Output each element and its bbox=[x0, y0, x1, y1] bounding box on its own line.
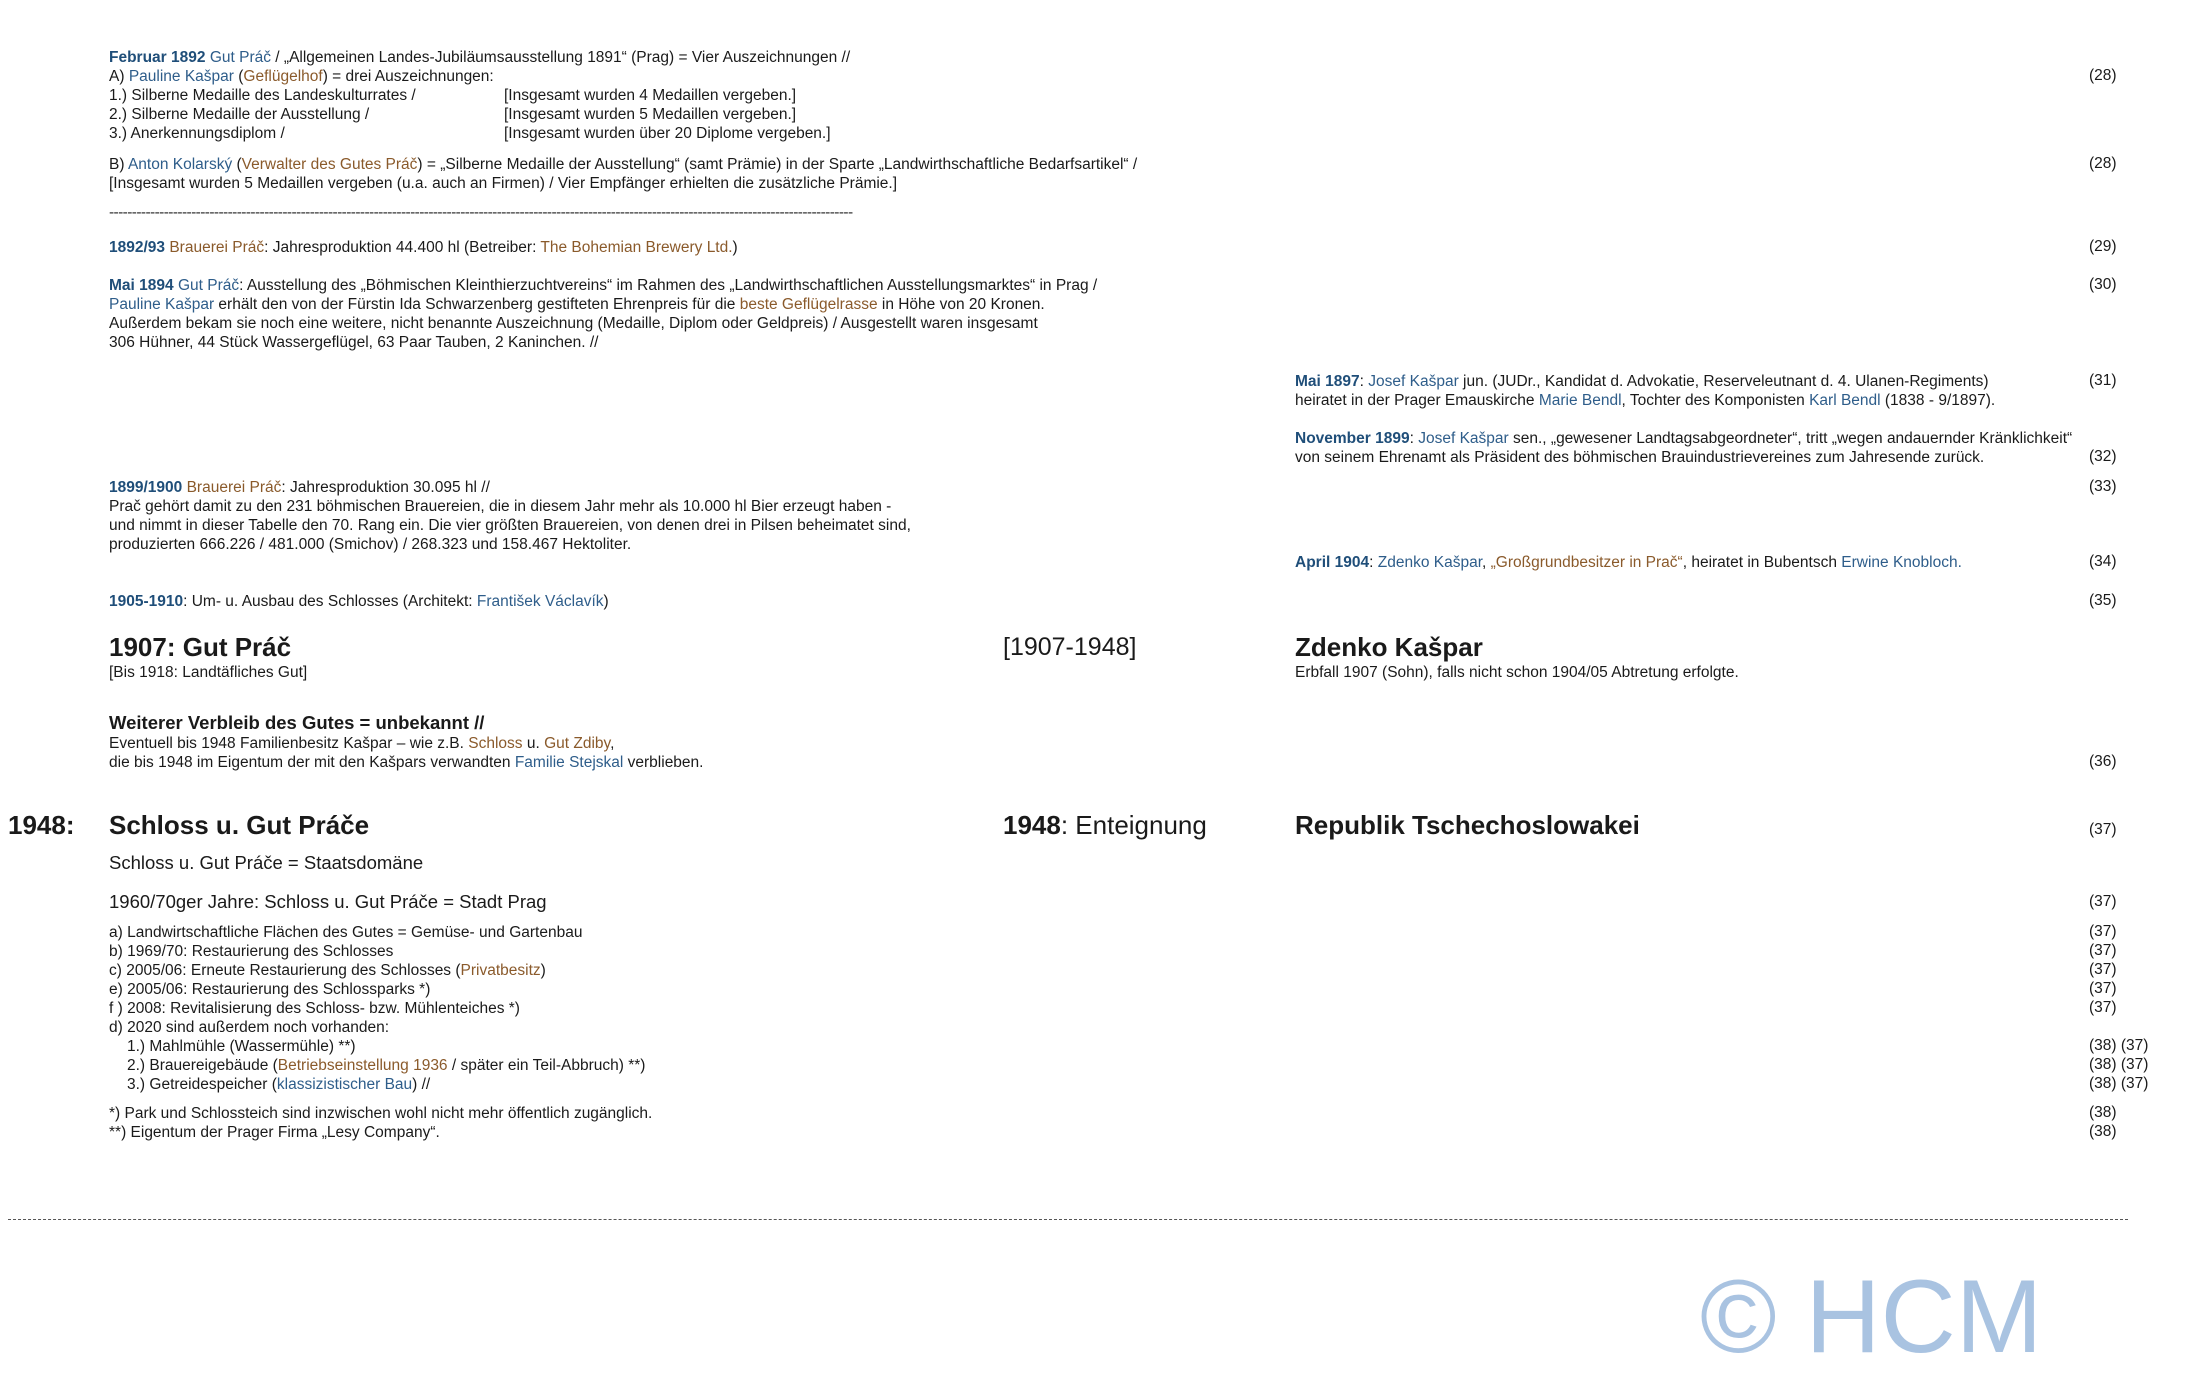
entry-date: November 1899 bbox=[1295, 430, 1410, 447]
reference-number: (38) (37) bbox=[2089, 1056, 2149, 1073]
separator: : bbox=[1369, 554, 1378, 571]
topic-link: beste Geflügelrasse bbox=[739, 296, 878, 313]
section-subtitle: Schloss u. Gut Práče = Staatsdomäne bbox=[109, 852, 424, 873]
reference-number: (38) (37) bbox=[2089, 1037, 2149, 1054]
separator: : bbox=[1409, 430, 1419, 447]
entry-feb1892-b bbox=[109, 155, 1137, 174]
place-link: Brauerei Práč bbox=[165, 239, 265, 256]
list-item: f ) 2008: Revitalisierung des Schloss- bzw. Mühlenteiches *) bbox=[109, 1000, 520, 1017]
title-link: „Großgrundbesitzer in Prač“ bbox=[1490, 554, 1683, 571]
paren-open: ( bbox=[233, 68, 244, 85]
remain-line1 bbox=[109, 734, 614, 753]
list-prefix: A) bbox=[109, 68, 129, 85]
entry-mai1894-line2 bbox=[109, 295, 1045, 314]
entry-date: Mai 1894 bbox=[109, 277, 174, 294]
topic-link: klassizistischer Bau bbox=[276, 1076, 413, 1093]
person-link: Erwine Knobloch bbox=[1841, 554, 1958, 571]
section-1948-event bbox=[1003, 810, 1207, 840]
reference-number: (32) bbox=[2089, 448, 2117, 465]
award-note: [Insgesamt wurden über 20 Diplome vergeben.] bbox=[504, 125, 831, 142]
reference-number: (28) bbox=[2089, 155, 2117, 172]
place-link: Schloss bbox=[468, 735, 523, 752]
entry-text: , heiratet in Bubentsch bbox=[1682, 554, 1842, 571]
entry-text: 306 Hühner, 44 Stück Wassergeflügel, 63 Paar Tauben, 2 Kaninchen. // bbox=[109, 334, 599, 351]
reference-number: (37) bbox=[2089, 942, 2117, 959]
person-link: Josef Kašpar bbox=[1368, 373, 1459, 390]
paren-close: ) bbox=[603, 593, 609, 610]
reference-number: (37) bbox=[2089, 999, 2117, 1016]
footnote: **) Eigentum der Prager Firma „Lesy Company“. bbox=[109, 1124, 440, 1141]
entry-text: produzierten 666.226 / 481.000 (Smichov) / 268.323 und 158.467 Hektoliter. bbox=[109, 536, 632, 553]
entry-text: : Ausstellung des „Böhmischen Kleinthierzuchtvereins“ im Rahmen des „Landwirthschaftlichen Ausstellungsmarktes“ in Prag / bbox=[239, 277, 1098, 294]
entry-mai1897-line1 bbox=[1295, 372, 1989, 391]
person-link: Karl Bendl bbox=[1809, 392, 1881, 409]
entry-text: : Um- u. Ausbau des Schlosses (Architekt: bbox=[183, 593, 477, 610]
remain-line2 bbox=[109, 753, 703, 772]
list-prefix: B) bbox=[109, 156, 128, 173]
topic-link: Geflügelhof bbox=[243, 68, 323, 85]
section-state: Republik Tschechoslowakei bbox=[1295, 810, 1640, 840]
list-item: d) 2020 sind außerdem noch vorhanden: bbox=[109, 1019, 390, 1036]
entry-text: ) // bbox=[412, 1076, 431, 1093]
topic-link: Betriebseinstellung 1936 bbox=[277, 1057, 448, 1074]
entry-text: jun. (JUDr., Kandidat d. Advokatie, Reserveleutnant d. 4. Ulanen-Regiments) bbox=[1458, 373, 1989, 390]
entry-text: Eventuell bis 1948 Familienbesitz Kašpar – wie z.B. bbox=[109, 735, 469, 752]
award-note: [Insgesamt wurden 5 Medaillen vergeben.] bbox=[504, 106, 797, 123]
reference-number: (37) bbox=[2089, 821, 2117, 838]
person-link: Pauline Kašpar bbox=[128, 68, 234, 85]
person-link: František Václavík bbox=[476, 593, 604, 610]
entry-text: 2.) Brauereigebäude ( bbox=[127, 1057, 278, 1074]
event-year: 1948 bbox=[1003, 810, 1061, 840]
entry-text: c) 2005/06: Erneute Restaurierung des Schlosses ( bbox=[109, 962, 461, 979]
entry-date: 1899/1900 bbox=[109, 479, 183, 496]
entry-date: 1905-1910 bbox=[109, 593, 184, 610]
footnote: *) Park und Schlossteich sind inzwischen wohl nicht mehr öffentlich zugänglich. bbox=[109, 1105, 653, 1122]
reference-number: (38) (37) bbox=[2089, 1075, 2149, 1092]
award-item: 1.) Silberne Medaille des Landeskulturrates / bbox=[109, 87, 416, 104]
reference-number: (30) bbox=[2089, 276, 2117, 293]
entry-text: / „Allgemeinen Landes-Jubiläumsausstellung 1891“ (Prag) = Vier Auszeichnungen // bbox=[270, 49, 851, 66]
entry-text: [Insgesamt wurden 5 Medaillen vergeben (u.a. auch an Firmen) / Vier Empfänger erhielten die zusätzliche Prämie.] bbox=[109, 175, 898, 192]
entry-mai1894-line1 bbox=[109, 276, 1097, 295]
person-link: Marie Bendl bbox=[1538, 392, 1622, 409]
place-link: Gut Práč bbox=[173, 277, 240, 294]
sublist-item bbox=[127, 1075, 430, 1094]
sublist-item bbox=[127, 1056, 645, 1075]
entry-text: Prač gehört damit zu den 231 böhmischen Brauereien, die in diesem Jahr mehr als 10.000 hl Bier erzeugt haben - bbox=[109, 498, 892, 515]
reference-number: (36) bbox=[2089, 753, 2117, 770]
place-link: Gut Zdiby bbox=[544, 735, 611, 752]
section-year: 1907 bbox=[109, 632, 167, 662]
section-subtitle: 1960/70ger Jahre: Schloss u. Gut Práče = Stadt Prag bbox=[109, 891, 547, 912]
list-item: e) 2005/06: Restaurierung des Schlossparks *) bbox=[109, 981, 431, 998]
separator: : bbox=[1359, 373, 1369, 390]
person-link: Anton Kolarský bbox=[127, 156, 233, 173]
paren-open: ( bbox=[232, 156, 242, 173]
section-period: [1907-1948] bbox=[1003, 633, 1137, 661]
section-1948-title: Schloss u. Gut Práče bbox=[109, 810, 370, 840]
list-item: b) 1969/70: Restaurierung des Schlosses bbox=[109, 943, 394, 960]
entry-text: ) = „Silberne Medaille der Ausstellung“ (samt Prämie) in der Sparte „Landwirthschaftliche Bedarfsartikel“ / bbox=[417, 156, 1138, 173]
section-year: 1948 bbox=[8, 810, 66, 840]
entry-date: Mai 1897 bbox=[1295, 373, 1360, 390]
company-link: The Bohemian Brewery Ltd. bbox=[540, 239, 733, 256]
entry-feb1892-line1 bbox=[109, 48, 850, 67]
separator-line: ------------------------------------------------------------------------------------------------------------------------------------------------------------------- bbox=[109, 204, 853, 221]
entry-1905-1910 bbox=[109, 592, 609, 611]
place-link: Brauerei Práč bbox=[182, 479, 282, 496]
section-colon: : bbox=[65, 810, 75, 840]
person-link: Zdenko Kašpar bbox=[1377, 554, 1482, 571]
remain-title: Weiterer Verbleib des Gutes = unbekannt // bbox=[109, 712, 485, 733]
reference-number: (37) bbox=[2089, 893, 2117, 910]
entry-text: in Höhe von 20 Kronen. bbox=[877, 296, 1045, 313]
reference-number: (38) bbox=[2089, 1104, 2117, 1121]
reference-number: (29) bbox=[2089, 238, 2117, 255]
reference-number: (31) bbox=[2089, 372, 2117, 389]
entry-1892-93 bbox=[109, 238, 738, 257]
reference-number: (33) bbox=[2089, 478, 2117, 495]
entry-text: verblieben. bbox=[623, 754, 704, 771]
entry-text: 3.) Getreidespeicher ( bbox=[127, 1076, 277, 1093]
entry-text: (1838 - 9/1897). bbox=[1880, 392, 1996, 409]
reference-number: (34) bbox=[2089, 553, 2117, 570]
reference-number: (37) bbox=[2089, 980, 2117, 997]
entry-text: erhält den von der Fürstin Ida Schwarzenberg gestifteten Ehrenpreis für die bbox=[214, 296, 740, 313]
event-text: : Enteignung bbox=[1060, 810, 1207, 840]
entry-text: / später ein Teil-Abbruch) **) bbox=[447, 1057, 646, 1074]
family-link: Familie Stejskal bbox=[514, 754, 624, 771]
entry-text: u. bbox=[522, 735, 545, 752]
list-item: a) Landwirtschaftliche Flächen des Gutes = Gemüse- und Gartenbau bbox=[109, 924, 583, 941]
owner-subtitle: Erbfall 1907 (Sohn), falls nicht schon 1904/05 Abtretung erfolgte. bbox=[1295, 664, 1739, 681]
entry-text: von seinem Ehrenamt als Präsident des böhmischen Brauindustrievereines zum Jahresende zurück. bbox=[1295, 449, 1985, 466]
entry-text: : Jahresproduktion 44.400 hl (Betreiber: bbox=[264, 239, 541, 256]
reference-number: (35) bbox=[2089, 592, 2117, 609]
entry-date: Februar 1892 bbox=[109, 49, 206, 66]
reference-number: (37) bbox=[2089, 961, 2117, 978]
entry-text: ) = drei Auszeichnungen: bbox=[322, 68, 494, 85]
entry-text: und nimmt in dieser Tabelle den 70. Rang ein. Die vier größten Brauereien, von denen drei in Pilsen beheimatet sind, bbox=[109, 517, 911, 534]
separator: , bbox=[1482, 554, 1491, 571]
entry-text: : Jahresproduktion 30.095 hl // bbox=[281, 479, 490, 496]
entry-text: ) bbox=[540, 962, 546, 979]
sublist-item bbox=[127, 1037, 356, 1056]
entry-text: heiratet in der Prager Emauskirche bbox=[1295, 392, 1539, 409]
award-item: 2.) Silberne Medaille der Ausstellung / bbox=[109, 106, 370, 123]
topic-link: Privatbesitz bbox=[460, 962, 541, 979]
role-link: Verwalter des Gutes Práč bbox=[241, 156, 418, 173]
section-subtitle: [Bis 1918: Landtäfliches Gut] bbox=[109, 664, 308, 681]
entry-mai1897-line2 bbox=[1295, 391, 1995, 410]
list-item bbox=[109, 961, 546, 980]
entry-end: . bbox=[1957, 554, 1962, 571]
entry-text: die bis 1948 im Eigentum der mit den Kašpars verwandten bbox=[109, 754, 515, 771]
reference-number: (37) bbox=[2089, 923, 2117, 940]
section-1948-year bbox=[8, 810, 75, 840]
section-owner: Zdenko Kašpar bbox=[1295, 632, 1483, 662]
entry-apr1904 bbox=[1295, 553, 1962, 572]
entry-text: Außerdem bekam sie noch eine weitere, nicht benannte Auszeichnung (Medaille, Diplom oder Geldpreis) / Ausgestellt waren insgesamt bbox=[109, 315, 1038, 332]
award-note: [Insgesamt wurden 4 Medaillen vergeben.] bbox=[504, 87, 797, 104]
bottom-rule bbox=[8, 1219, 2128, 1220]
entry-nov1899-line1 bbox=[1295, 429, 2072, 448]
entry-date: 1892/93 bbox=[109, 239, 166, 256]
person-link: Pauline Kašpar bbox=[109, 296, 215, 313]
award-item: 3.) Anerkennungsdiplom / bbox=[109, 125, 285, 142]
reference-number: (28) bbox=[2089, 67, 2117, 84]
section-title: : Gut Práč bbox=[166, 632, 292, 662]
place-link: Gut Práč bbox=[209, 49, 271, 66]
copyright-mark: © HCM bbox=[1700, 1259, 2043, 1375]
entry-text: , Tochter des Komponisten bbox=[1621, 392, 1810, 409]
entry-date: April 1904 bbox=[1295, 554, 1370, 571]
reference-number: (38) bbox=[2089, 1123, 2117, 1140]
entry-1899-1900-line1 bbox=[109, 478, 490, 497]
entry-text: , bbox=[610, 735, 615, 752]
paren-close: ) bbox=[732, 239, 738, 256]
section-1907-title bbox=[109, 632, 291, 662]
entry-text: sen., „gewesener Landtagsabgeordneter“, tritt „wegen andauernder Kränklichkeit“ bbox=[1508, 430, 2073, 447]
person-link: Josef Kašpar bbox=[1418, 430, 1509, 447]
entry-feb1892-a bbox=[109, 67, 494, 86]
entry-text: 1.) Mahlmühle (Wassermühle) **) bbox=[127, 1038, 356, 1055]
